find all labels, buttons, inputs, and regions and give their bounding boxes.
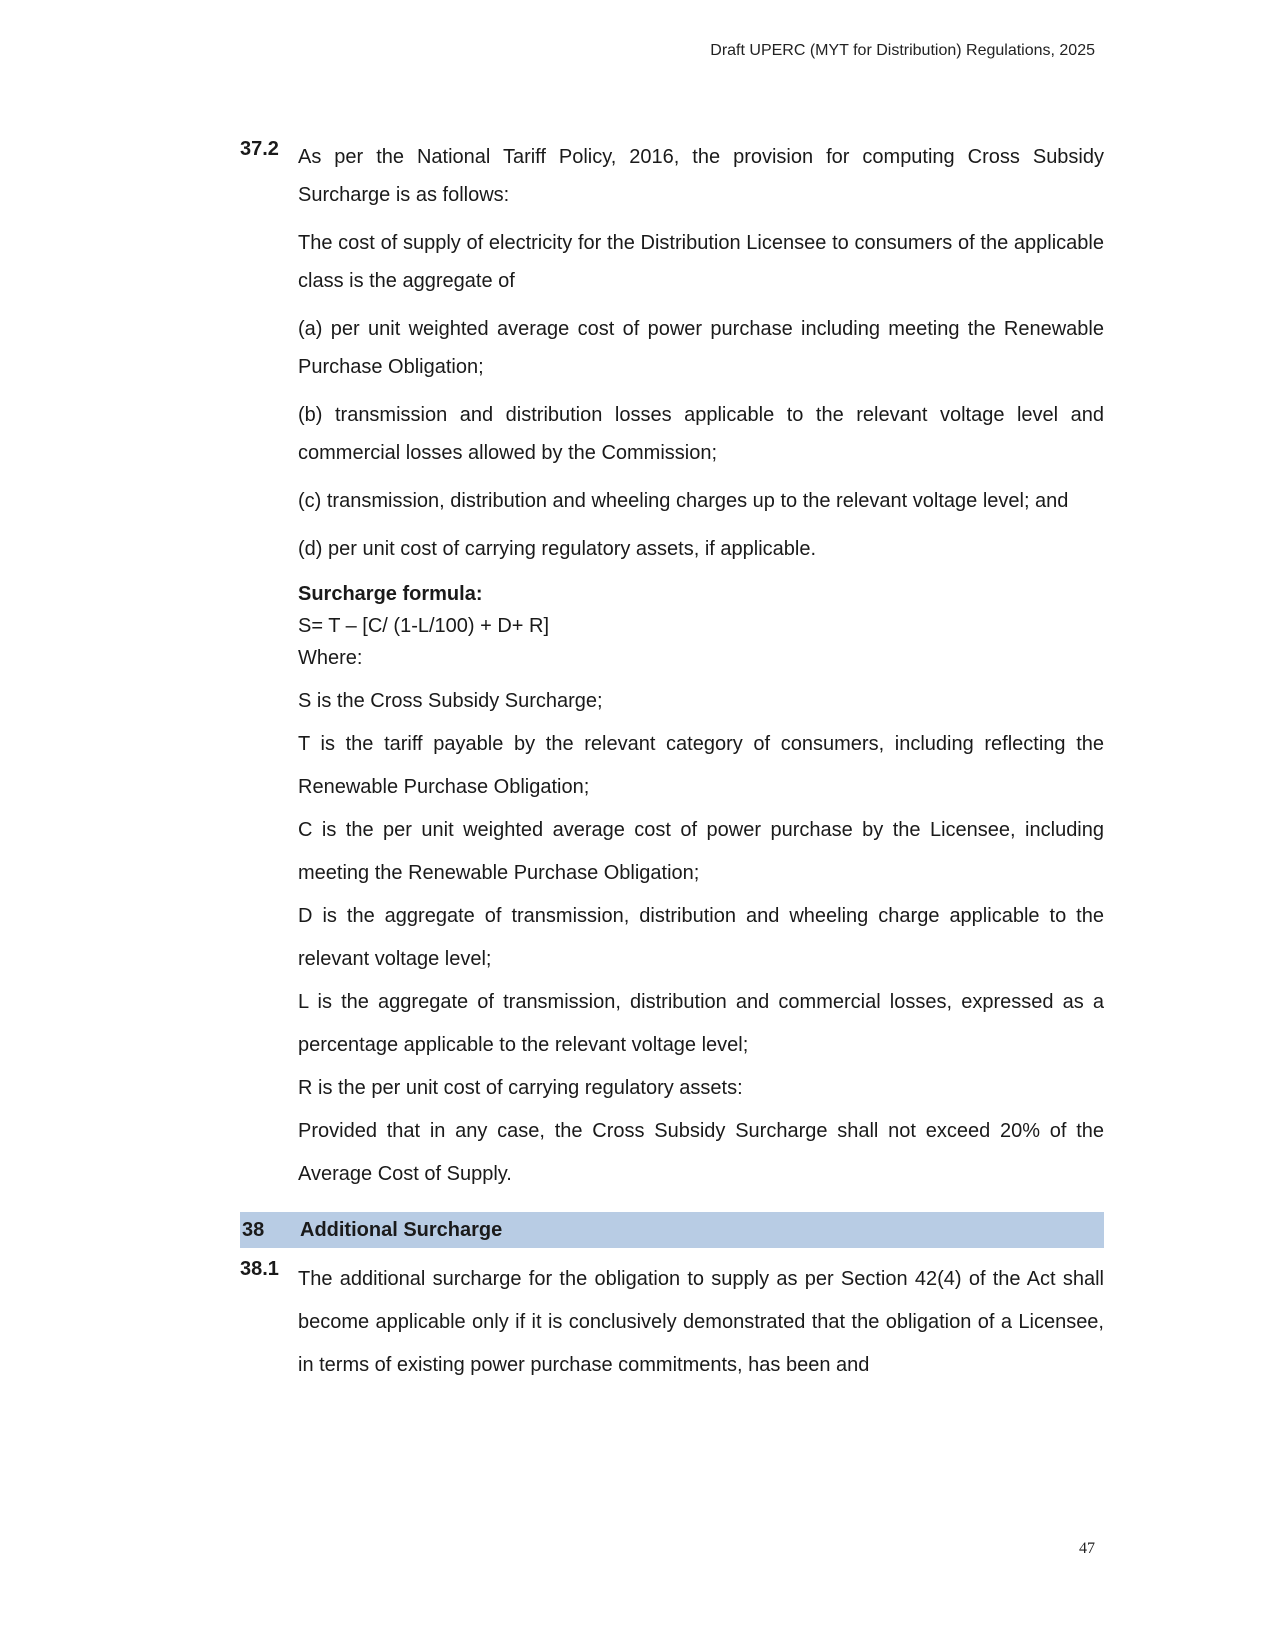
formula: S= T – [C/ (1-L/100) + D+ R] — [298, 615, 550, 637]
list-item: (a) per unit weighted average cost of power purchase including meeting the Renewable Purchase Obligation; — [298, 318, 1104, 378]
list-item: (d) per unit cost of carrying regulatory assets, if applicable. — [298, 538, 817, 560]
list-item: (c) transmission, distribution and wheeling charges up to the relevant voltage level; and — [298, 490, 1069, 512]
page-content — [240, 138, 1104, 1387]
section-heading-38 — [240, 1212, 1104, 1248]
formula-block — [298, 578, 1104, 674]
proviso: Provided that in any case, the Cross Subsidy Surcharge shall not exceed 20% of the Average Cost of Supply. — [298, 1120, 1104, 1185]
section-title: Additional Surcharge — [300, 1218, 503, 1241]
clause-intro: As per the National Tariff Policy, 2016, the provision for computing Cross Subsidy Surcharge is as follows: — [298, 146, 1104, 206]
section-number: 38 — [242, 1218, 265, 1241]
clause-number: 38.1 — [240, 1258, 279, 1280]
definition-item: T is the tariff payable by the relevant category of consumers, including reflecting the Renewable Purchase Obligation; — [298, 733, 1104, 798]
cost-intro: The cost of supply of electricity for the Distribution Licensee to consumers of the applicable class is the aggregate of — [298, 232, 1104, 292]
clause-text: The additional surcharge for the obligation to supply as per Section 42(4) of the Act shall become applicable only if it is conclusively demonstrated that the obligation of a Licensee, in terms of existing power purchase commitments, has been and — [298, 1268, 1104, 1376]
definition-item: R is the per unit cost of carrying regulatory assets: — [298, 1077, 743, 1099]
definition-item: C is the per unit weighted average cost of power purchase by the Licensee, including meeting the Renewable Purchase Obligation; — [298, 819, 1104, 884]
clause-body — [298, 1258, 1104, 1387]
clause-38-1 — [240, 1258, 1104, 1387]
definition-item: S is the Cross Subsidy Surcharge; — [298, 690, 603, 712]
list-item: (b) transmission and distribution losses applicable to the relevant voltage level and commercial losses allowed by the Commission; — [298, 404, 1104, 464]
definition-item: D is the aggregate of transmission, distribution and wheeling charge applicable to the relevant voltage level; — [298, 905, 1104, 970]
running-header: Draft UPERC (MYT for Distribution) Regulations, 2025 — [710, 42, 1095, 59]
clause-number: 37.2 — [240, 138, 279, 160]
clause-37-2 — [240, 138, 1104, 1196]
formula-heading: Surcharge formula: — [298, 583, 483, 605]
page-number: 47 — [1079, 1540, 1095, 1557]
clause-body — [298, 138, 1104, 1196]
where-label: Where: — [298, 647, 363, 669]
definition-item: L is the aggregate of transmission, distribution and commercial losses, expressed as a percentage applicable to the relevant voltage level; — [298, 991, 1104, 1056]
